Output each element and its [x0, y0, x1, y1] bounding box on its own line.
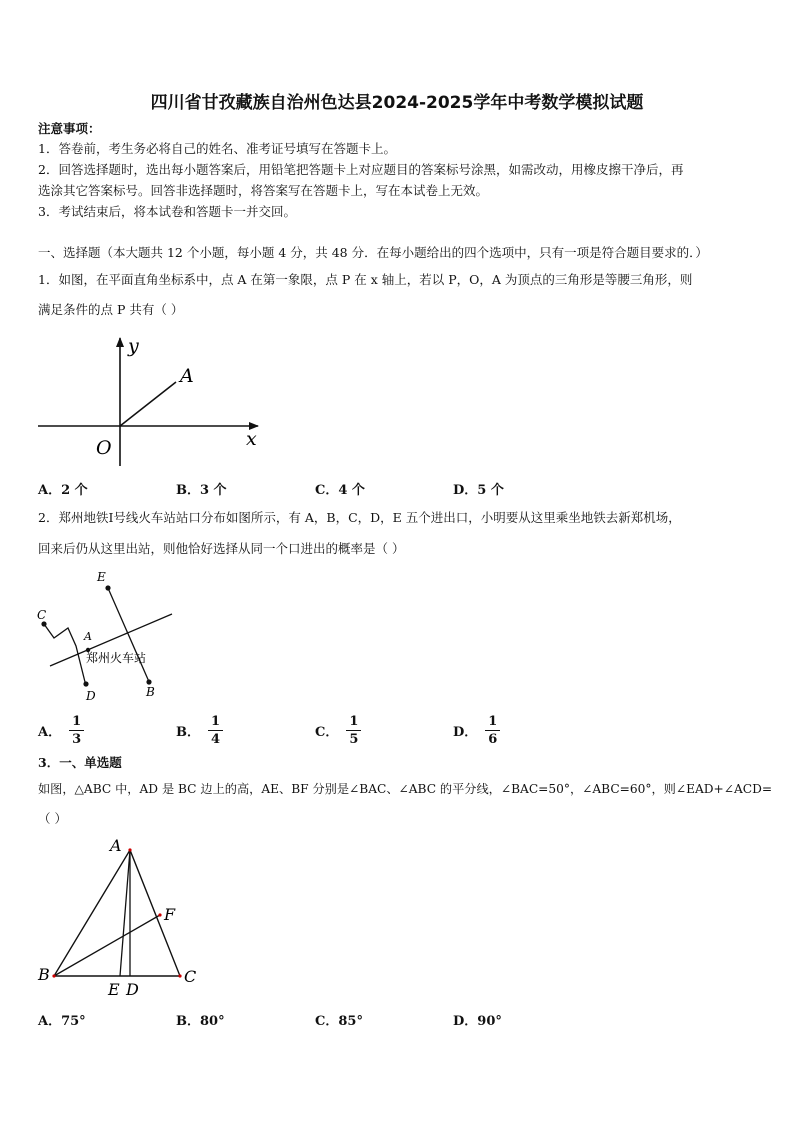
denominator: 3: [72, 732, 82, 747]
denominator: 5: [349, 732, 359, 747]
point-b: [146, 679, 151, 684]
x-axis-label: x: [246, 428, 257, 450]
notice-item: 2．回答选择题时，选出每小题答案后，用铅笔把答题卡上对应题目的答案标号涂黑，如需改动，用橡皮擦干净后，再: [38, 162, 684, 177]
fraction: [208, 713, 223, 748]
notice-item: 1．答卷前，考生务必将自己的姓名、准考证号填写在答题卡上。: [38, 141, 396, 156]
q2-option-b: [176, 713, 223, 748]
q3-header: 3．一、单选题: [38, 755, 122, 770]
notice-heading: 注意事项：: [38, 121, 101, 136]
option-letter: A．: [38, 725, 62, 740]
option-letter: B．: [176, 725, 200, 740]
y-axis-label: y: [128, 335, 139, 357]
triangle-abc: [54, 850, 180, 976]
point-c: [41, 621, 46, 626]
q3-text: （ ）: [38, 811, 67, 826]
q2-text: 2．郑州地铁Ⅰ号线火车站站口分布如图所示，有 A，B，C，D，E 五个进出口，小明要从这里乘坐地铁去新郑机场，: [38, 510, 681, 525]
section-heading: 一、选择题（本大题共 12 个小题，每小题 4 分，共 48 分．在每小题给出的四个选项中，只有一项是符合题目要求的．）: [38, 245, 708, 260]
point-d: [83, 681, 88, 686]
point-a-label: A: [180, 365, 194, 387]
segment-oa: [120, 382, 176, 426]
label-c: C: [37, 608, 47, 622]
q1-option-a: A．2 个: [38, 483, 88, 498]
label-d: D: [86, 689, 96, 703]
q3-option-c: C．85°: [315, 1014, 363, 1029]
label-c: C: [184, 967, 197, 986]
q1-text: 满足条件的点 P 共有（ ）: [38, 302, 184, 317]
q3-option-d: D．90°: [453, 1014, 502, 1029]
label-b: B: [38, 965, 50, 984]
numerator: 1: [208, 713, 223, 731]
fraction: [346, 713, 361, 748]
label-e: E: [108, 980, 120, 999]
q3-figure: [34, 834, 206, 1002]
q2-text: 回来后仍从这里出站，则他恰好选择从同一个口进出的概率是（ ）: [38, 541, 405, 556]
numerator: 1: [346, 713, 361, 731]
label-e: E: [97, 570, 106, 584]
q3-text: 如图，△ABC 中，AD 是 BC 边上的高，AE、BF 分别是∠BAC、∠ABC 的平分线，∠BAC=50°，∠ABC=60°，则∠EAD+∠ACD=: [38, 782, 773, 796]
label-f: F: [164, 905, 176, 924]
exit-line-cd: [44, 624, 86, 686]
vertex-c: [178, 974, 181, 977]
q2-option-d: [453, 713, 500, 748]
option-letter: C．: [315, 725, 339, 740]
denominator: 4: [211, 732, 221, 747]
page-title: 四川省甘孜藏族自治州色达县2024-2025学年中考数学模拟试题: [150, 93, 644, 113]
q2-option-c: [315, 713, 361, 748]
q1-option-d: D．5 个: [453, 483, 504, 498]
point-f: [158, 913, 161, 916]
option-letter: D．: [453, 725, 478, 740]
label-d: D: [126, 980, 139, 999]
bisector-bf: [54, 915, 160, 976]
notice-item: 选涂其它答案标号。回答非选择题时，将答案写在答题卡上，写在本试卷上无效。: [38, 183, 489, 198]
numerator: 1: [69, 713, 84, 731]
q2-option-a: [38, 713, 84, 748]
bisector-ae: [120, 850, 130, 976]
q1-option-b: B．3 个: [176, 483, 227, 498]
label-b: B: [146, 685, 155, 699]
fraction: [69, 713, 84, 748]
vertex-b: [52, 974, 55, 977]
q2-figure: [34, 566, 176, 706]
label-a: A: [84, 630, 92, 643]
point-e: [105, 585, 110, 590]
denominator: 6: [488, 732, 498, 747]
fraction: [485, 713, 500, 748]
q3-option-a: A．75°: [38, 1014, 86, 1029]
notice-item: 3．考试结束后，将本试卷和答题卡一并交回。: [38, 204, 296, 219]
label-a: A: [110, 836, 122, 855]
vertex-a: [128, 848, 131, 851]
q1-option-c: C．4 个: [315, 483, 365, 498]
numerator: 1: [485, 713, 500, 731]
exit-line-eb: [108, 588, 150, 684]
q1-figure: [36, 330, 268, 470]
q3-option-b: B．80°: [176, 1014, 225, 1029]
origin-label: O: [96, 437, 112, 459]
q1-text: 1．如图，在平面直角坐标系中，点 A 在第一象限，点 P 在 x 轴上，若以 P，O，A 为顶点的三角形是等腰三角形，则: [38, 272, 693, 287]
station-label: 郑州火车站: [86, 651, 147, 665]
